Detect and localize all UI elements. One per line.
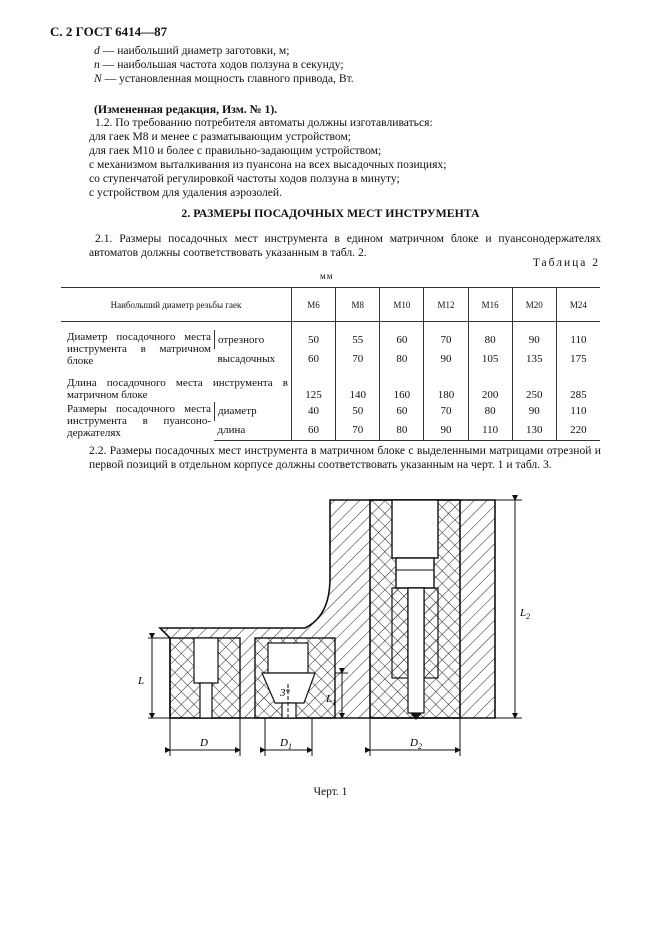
col-size: М24 xyxy=(556,288,600,322)
table-cell: 40 xyxy=(291,402,335,421)
clause-1-2-line: с устройством для удаления аэрозолей. xyxy=(89,186,283,199)
table-cell: 80 xyxy=(380,421,424,440)
table-cell: 135 xyxy=(512,349,556,368)
col-size: М16 xyxy=(468,288,512,322)
table-cell: 160 xyxy=(380,376,424,402)
definition-N: N — установленная мощность главного привода, Вт. xyxy=(94,72,354,85)
row-label: Диаметр посадочного места инструмента в матричном блоке xyxy=(67,331,211,367)
label-angle: 3° xyxy=(280,687,290,699)
table-cell: 70 xyxy=(424,402,468,421)
col-size: М12 xyxy=(424,288,468,322)
col-size: М20 xyxy=(512,288,556,322)
clause-1-2-line: для гаек М10 и более с правильно-задающим устройством; xyxy=(89,144,382,157)
table-cell: 105 xyxy=(468,349,512,368)
table-cell: 285 xyxy=(556,376,600,402)
row-sublabel: отрезного xyxy=(214,330,291,349)
dimensions-table xyxy=(61,287,600,441)
figure-caption: Черт. 1 xyxy=(313,786,348,798)
col-size: М10 xyxy=(380,288,424,322)
table-cell: 60 xyxy=(291,349,335,368)
punch-head xyxy=(396,558,434,588)
table-cell: 80 xyxy=(468,330,512,349)
table-cell: 70 xyxy=(336,421,380,440)
table-cell: 180 xyxy=(424,376,468,402)
table-cell: 60 xyxy=(380,402,424,421)
label-D2: $D_2$ xyxy=(410,737,422,751)
table-cell: 125 xyxy=(291,376,335,402)
clause-1-2 xyxy=(89,116,446,200)
col-size: М6 xyxy=(291,288,335,322)
table-cell: 50 xyxy=(336,402,380,421)
table-cell: 60 xyxy=(291,421,335,440)
definition-d: d — наибольший диаметр заготовки, м; xyxy=(94,44,290,57)
table-cell: 220 xyxy=(556,421,600,440)
table-cell: 90 xyxy=(424,421,468,440)
table-cell: 70 xyxy=(336,349,380,368)
table-cell: 70 xyxy=(424,330,468,349)
table-cell: 110 xyxy=(556,330,600,349)
page-header: С. 2 ГОСТ 6414—87 xyxy=(50,24,168,39)
row-sublabel: высадочных xyxy=(217,352,276,365)
table-head: Наибольший диаметр резьбы гаек xyxy=(61,288,291,322)
table-cell: 90 xyxy=(424,349,468,368)
section-title: 2. РАЗМЕРЫ ПОСАДОЧНЫХ МЕСТ ИНСТРУМЕНТА xyxy=(181,206,480,220)
row-sublabel: длина xyxy=(214,421,291,440)
clause-1-2-line: для гаек М8 и менее с разматывающим устройством; xyxy=(89,130,352,143)
definitions-list xyxy=(94,44,354,86)
table-cell: 140 xyxy=(336,376,380,402)
col-size: М8 xyxy=(336,288,380,322)
table-cell: 90 xyxy=(512,402,556,421)
drawing-1 xyxy=(130,488,530,770)
table-cell: 80 xyxy=(468,402,512,421)
label-L1: $L_1$ xyxy=(326,693,337,707)
clause-1-2-line: со ступенчатой регулировкой частоты ходов ползуна в минуту; xyxy=(89,172,400,185)
row-label: Размеры посадочного места инструмента в пуансоно-держателях xyxy=(67,403,211,439)
table-cell: 250 xyxy=(512,376,556,402)
table-row xyxy=(61,376,600,402)
clause-2-1: 2.1. Размеры посадочных мест инструмента в едином матричном блоке и пуансонодержателях автоматов должны соответствовать указанным в табл. 2. xyxy=(89,232,601,259)
table-caption: Таблица 2 xyxy=(532,257,600,269)
table-row xyxy=(61,402,600,421)
label-D1: $D_1$ xyxy=(280,737,292,751)
table-unit: мм xyxy=(320,271,334,281)
punch-bore xyxy=(392,500,438,558)
definition-n: n — наибольшая частота ходов ползуна в секунду; xyxy=(94,58,344,71)
table-cell: 110 xyxy=(556,402,600,421)
table-cell: 50 xyxy=(291,330,335,349)
table-cell: 90 xyxy=(512,330,556,349)
clause-1-2-line: 1.2. По требованию потребителя автоматы должны изготавливаться: xyxy=(95,116,433,129)
table-cell: 55 xyxy=(336,330,380,349)
revision-note: (Измененная редакция, Изм. № 1). xyxy=(94,102,278,116)
row-label: Длина посадочного места инструмента в матричном блоке xyxy=(67,377,288,401)
label-L2: $L_2$ xyxy=(520,607,530,621)
table-cell: 60 xyxy=(380,330,424,349)
table-cell: 110 xyxy=(468,421,512,440)
table-row xyxy=(61,330,600,349)
label-D: D xyxy=(200,737,208,749)
clause-1-2-line: с механизмом выталкивания из пуансона на всех высадочных позициях; xyxy=(89,158,447,171)
clause-2-2: 2.2. Размеры посадочных мест инструмента в матричном блоке с выделенными матрицами отрезной и первой позиций в отдельном корпусе должны соответствовать указанным на черт. 1 и табл. 3. xyxy=(89,444,601,471)
table-cell: 175 xyxy=(556,349,600,368)
label-L: L xyxy=(138,675,145,687)
table-cell: 200 xyxy=(468,376,512,402)
row-sublabel: диаметр xyxy=(214,402,291,421)
table-cell: 130 xyxy=(512,421,556,440)
table-cell: 80 xyxy=(380,349,424,368)
